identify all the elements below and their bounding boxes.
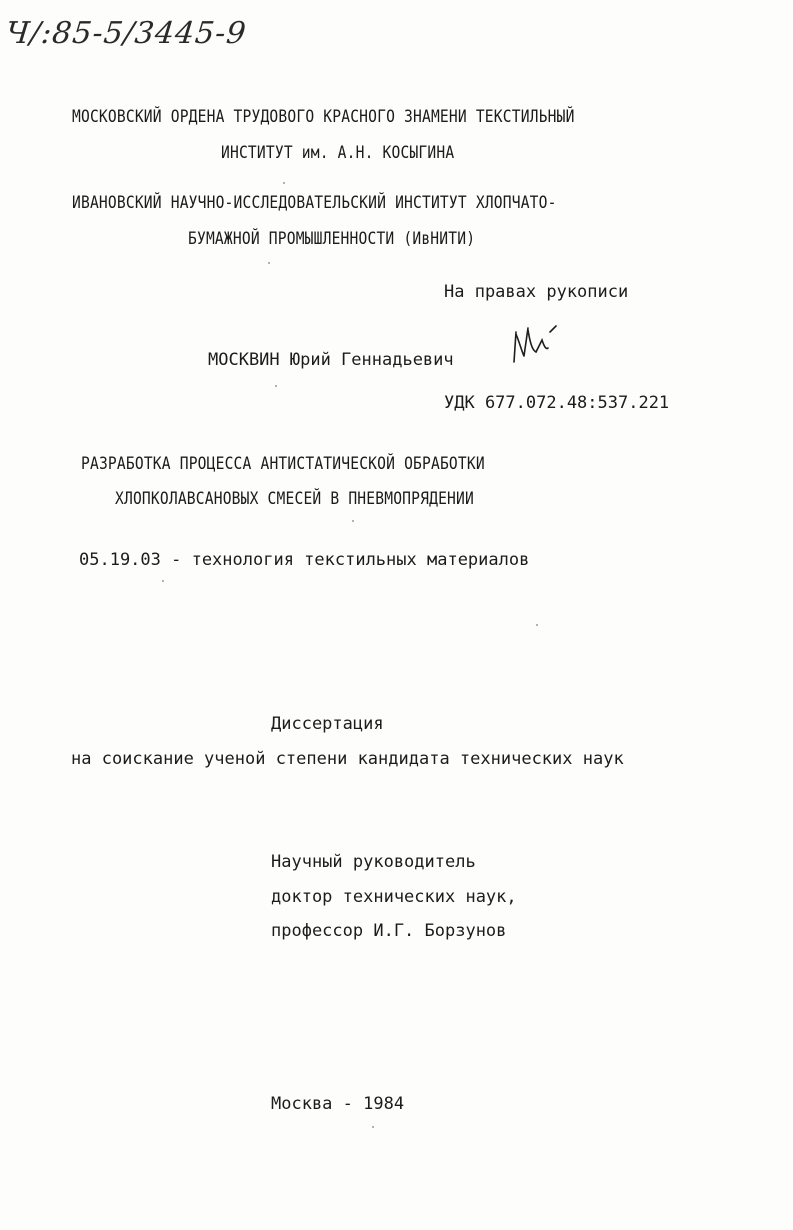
udc-code: УДК 677.072.48:537.221 bbox=[444, 393, 670, 413]
institution-line-1: МОСКОВСКИЙ ОРДЕНА ТРУДОВОГО КРАСНОГО ЗНАМЕНИ ТЕКСТИЛЬНЫЙ bbox=[72, 107, 575, 127]
author-name: МОСКВИН Юрий Геннадьевич bbox=[208, 350, 454, 370]
supervisor-name: профессор И.Г. Борзунов bbox=[271, 921, 507, 941]
author-signature bbox=[510, 322, 562, 370]
supervisor-role: Научный руководитель bbox=[271, 852, 476, 872]
dissertation-title-line-2: ХЛОПКОЛАВСАНОВЫХ СМЕСЕЙ В ПНЕВМОПРЯДЕНИИ bbox=[115, 489, 474, 509]
scan-speck bbox=[283, 182, 285, 184]
manuscript-rights-note: На правах рукописи bbox=[444, 282, 629, 302]
scan-speck bbox=[536, 624, 538, 626]
scan-speck bbox=[352, 520, 354, 522]
institution-line-3: ИВАНОВСКИЙ НАУЧНО-ИССЛЕДОВАТЕЛЬСКИЙ ИНСТИТУТ ХЛОПЧАТО- bbox=[72, 193, 557, 213]
institution-line-4: БУМАЖНОЙ ПРОМЫШЛЕННОСТИ (ИвНИТИ) bbox=[188, 229, 476, 249]
scan-speck bbox=[162, 580, 164, 582]
document-type: Диссертация bbox=[271, 714, 384, 734]
specialty-code: 05.19.03 - технология текстильных материалов bbox=[79, 550, 530, 570]
scan-speck bbox=[268, 262, 270, 264]
archive-code-handwritten: Ч/:85-5/3445-9 bbox=[4, 16, 249, 51]
dissertation-title-line-1: РАЗРАБОТКА ПРОЦЕССА АНТИСТАТИЧЕСКОЙ ОБРАБОТКИ bbox=[81, 454, 485, 474]
degree-purpose: на соискание ученой степени кандидата технических наук bbox=[71, 749, 624, 769]
institution-line-2: ИНСТИТУТ им. А.Н. КОСЫГИНА bbox=[221, 143, 455, 163]
scan-speck bbox=[275, 385, 277, 387]
supervisor-degree: доктор технических наук, bbox=[271, 887, 517, 907]
scan-speck bbox=[372, 1126, 374, 1128]
place-and-year: Москва - 1984 bbox=[271, 1094, 405, 1114]
